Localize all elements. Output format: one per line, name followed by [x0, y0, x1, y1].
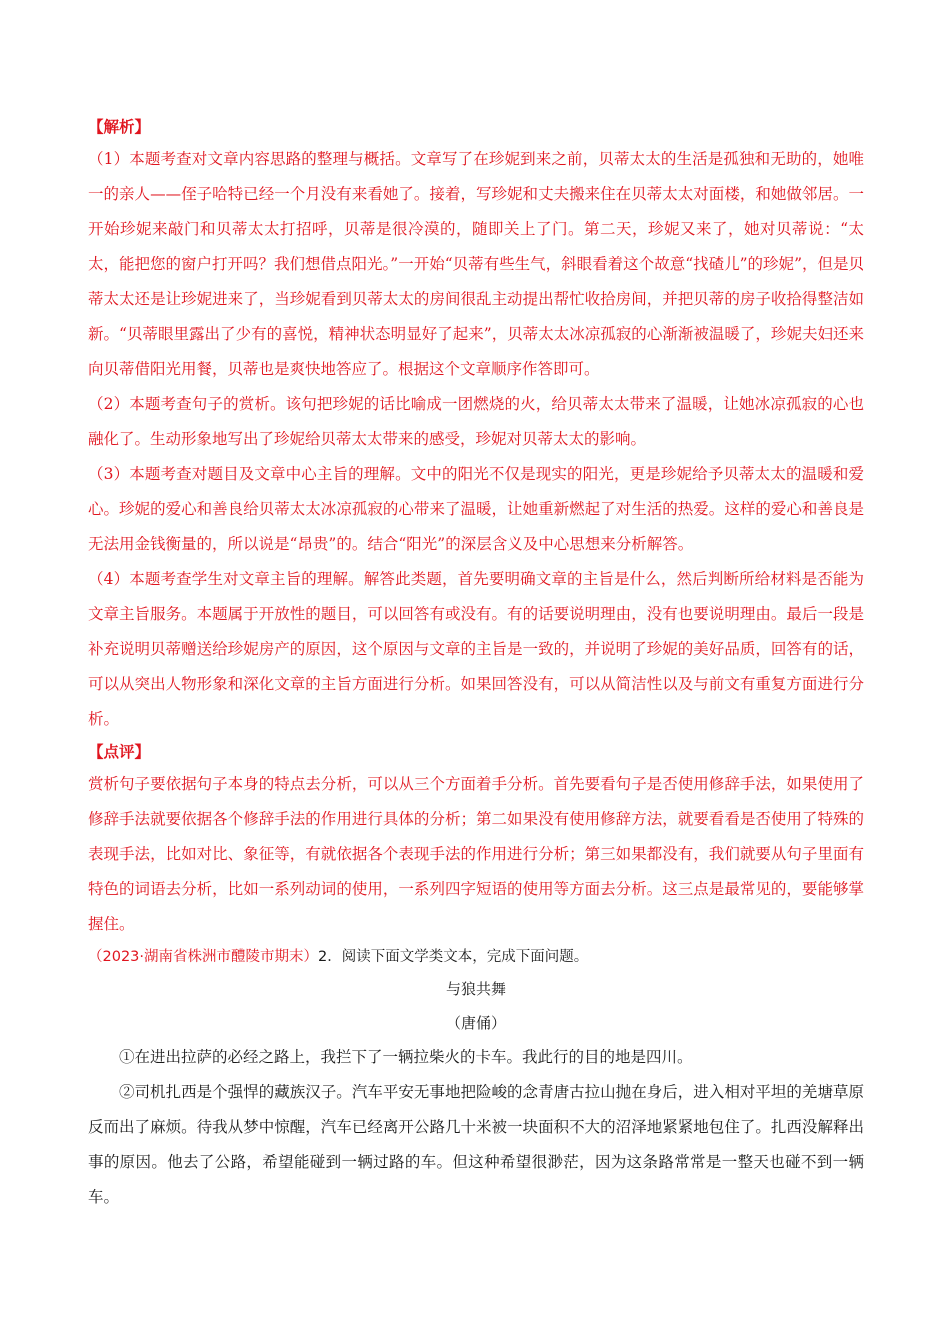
analysis-heading: 【解析】 — [88, 117, 151, 136]
comment-paragraph: 赏析句子要依据句子本身的特点去分析，可以从三个方面着手分析。首先要看句子是否使用修辞手法，如果使用了修辞手法就要依据各个修辞手法的作用进行具体的分析；第二如果没有使用修辞方法，就要看看是否使用了特殊的表现手法，比如对比、象征等，有就依据各个表现手法的作用进行分析；第三如果都没有，我们就要从句子里面有特色的词语去分析，比如一系列动词的使用，一系列四字短语的使用等方面去分析。这三点是最常见的，要能够掌握住。 — [88, 775, 864, 933]
question-source: （2023·湖南省株洲市醴陵市期末） — [88, 949, 319, 965]
question-text: 2．阅读下面文学类文本，完成下面问题。 — [318, 949, 589, 965]
question-line — [88, 942, 864, 972]
analysis-paragraph-1: （1）本题考查对文章内容思路的整理与概括。文章写了在珍妮到来之前，贝蒂太太的生活是孤独和无助的，她唯一的亲人——侄子哈特已经一个月没有来看她了。接着，写珍妮和丈夫搬来住在贝蒂太太对面楼，和她做邻居。一开始珍妮来敲门和贝蒂太太打招呼，贝蒂是很冷漠的，随即关上了门。第二天，珍妮又来了，她对贝蒂说：“太太，能把您的窗户打开吗？我们想借点阳光。”一开始“贝蒂有些生气，斜眼看着这个故意“找碴儿”的珍妮”，但是贝蒂太太还是让珍妮进来了，当珍妮看到贝蒂太太的房间很乱主动提出帮忙收拾房间，并把贝蒂的房子收拾得整洁如新。“贝蒂眼里露出了少有的喜悦，精神状态明显好了起来”，贝蒂太太冰凉孤寂的心渐渐被温暖了，珍妮夫妇还来向贝蒂借阳光用餐，贝蒂也是爽快地答应了。根据这个文章顺序作答即可。 — [88, 150, 864, 378]
analysis-paragraph-3: （3）本题考查对题目及文章中心主旨的理解。文中的阳光不仅是现实的阳光，更是珍妮给予贝蒂太太的温暖和爱心。珍妮的爱心和善良给贝蒂太太冰凉孤寂的心带来了温暖，让她重新燃起了对生活的热爱。这样的爱心和善良是无法用金钱衡量的，所以说是“昂贵”的。结合“阳光”的深层含义及中心思想来分析解答。 — [88, 465, 864, 553]
story-paragraph-2: ②司机扎西是个强悍的藏族汉子。汽车平安无事地把险峻的念青唐古拉山抛在身后，进入相对平坦的羌塘草原反而出了麻烦。待我从梦中惊醒，汽车已经离开公路几十米被一块面积不大的沼泽地紧紧地包住了。扎西没解释出事的原因。他去了公路，希望能碰到一辆过路的车。但这种希望很渺茫，因为这条路常常是一整天也碰不到一辆车。 — [88, 1083, 864, 1206]
analysis-paragraph-2: （2）本题考查句子的赏析。该句把珍妮的话比喻成一团燃烧的火，给贝蒂太太带来了温暖，让她冰凉孤寂的心也融化了。生动形象地写出了珍妮给贝蒂太太带来的感受，珍妮对贝蒂太太的影响。 — [88, 395, 864, 448]
document-page — [88, 112, 864, 1215]
story-author: （唐俑） — [445, 1014, 506, 1032]
analysis-paragraph-4: （4）本题考查学生对文章主旨的理解。解答此类题，首先要明确文章的主旨是什么，然后判断所给材料是否能为文章主旨服务。本题属于开放性的题目，可以回答有或没有。有的话要说明理由，没有也要说明理由。最后一段是补充说明贝蒂赠送给珍妮房产的原因，这个原因与文章的主旨是一致的，并说明了珍妮的美好品质，回答有的话，可以从突出人物形象和深化文章的主旨方面进行分析。如果回答没有，可以从简洁性以及与前文有重复方面进行分析。 — [88, 570, 864, 728]
story-paragraph-1: ①在进出拉萨的必经之路上，我拦下了一辆拉柴火的卡车。我此行的目的地是四川。 — [119, 1048, 693, 1066]
story-title: 与狼共舞 — [445, 980, 506, 998]
comment-heading: 【点评】 — [88, 742, 151, 761]
